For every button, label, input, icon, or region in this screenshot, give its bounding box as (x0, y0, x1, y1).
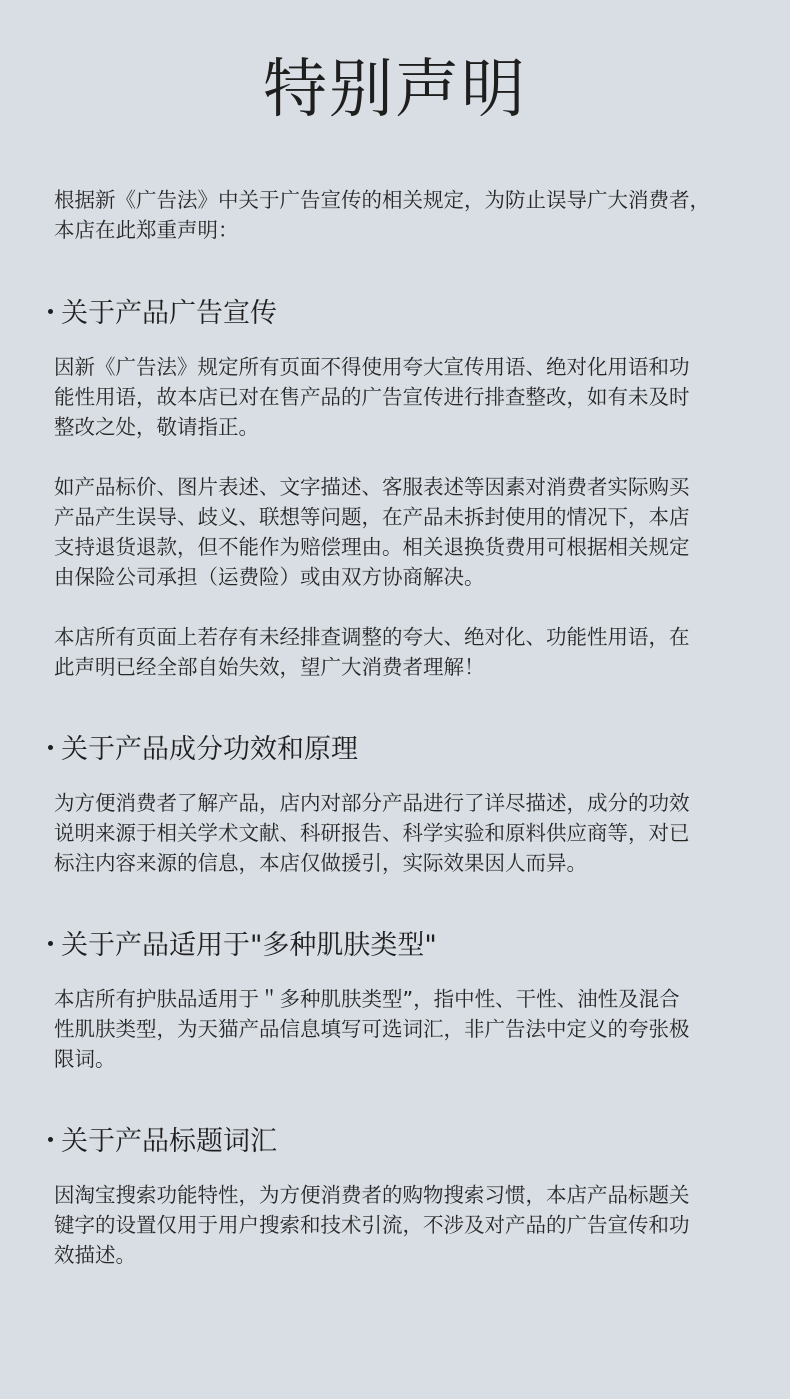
section-paragraph: 如产品标价、图片表述、文字描述、客服表述等因素对消费者实际购买 产品产生误导、歧义、联想等问题，在产品未拆封使用的情况下，本店 支持退货退款，但不能作为赔偿理由。相关退换货费用可根据相关规定 由保险公司承担（运费险）或由双方协商解决。 (54, 475, 690, 589)
section-paragraph: 为方便消费者了解产品，店内对部分产品进行了详尽描述，成分的功效 说明来源于相关学术文献、科研报告、科学实验和原料供应商等，对已 标注内容来源的信息，本店仅做援引，实际效果因人而异。 (54, 791, 690, 875)
section-heading-ingredients (48, 733, 748, 767)
section-heading-label: 关于产品适用于"多种肌肤类型" (61, 930, 437, 961)
section-heading-title-words (48, 1125, 748, 1159)
bullet-dot-icon (48, 745, 53, 750)
section-heading-label: 关于产品广告宣传 (61, 298, 277, 329)
section-paragraph: 因新《广告法》规定所有页面不得使用夸大宣传用语、绝对化用语和功 能性用语，故本店已对在售产品的广告宣传进行排查整改，如有未及时 整改之处，敬请指正。 (54, 355, 690, 439)
section-heading-label: 关于产品标题词汇 (61, 1126, 277, 1157)
bullet-dot-icon (48, 941, 53, 946)
intro-paragraph: 根据新《广告法》中关于广告宣传的相关规定，为防止误导广大消费者， 本店在此郑重声明： (54, 188, 710, 242)
section-paragraph: 因淘宝搜索功能特性，为方便消费者的购物搜索习惯，本店产品标题关 键字的设置仅用于用户搜索和技术引流，不涉及对产品的广告宣传和功 效描述。 (54, 1183, 690, 1267)
section-heading-ad-promotion (48, 297, 748, 331)
page-title: 特别声明 (263, 53, 527, 127)
section-paragraph: 本店所有护肤品适用于＂多种肌肤类型”，指中性、干性、油性及混合 性肌肤类型，为天猫产品信息填写可选词汇，非广告法中定义的夸张极 限词。 (54, 987, 690, 1071)
bullet-dot-icon (48, 1137, 53, 1142)
bullet-dot-icon (48, 309, 53, 314)
section-paragraph: 本店所有页面上若存有未经排查调整的夸大、绝对化、功能性用语，在 此声明已经全部自始失效，望广大消费者理解！ (54, 625, 690, 679)
section-heading-skin-types (48, 929, 748, 963)
section-heading-label: 关于产品成分功效和原理 (61, 734, 358, 765)
